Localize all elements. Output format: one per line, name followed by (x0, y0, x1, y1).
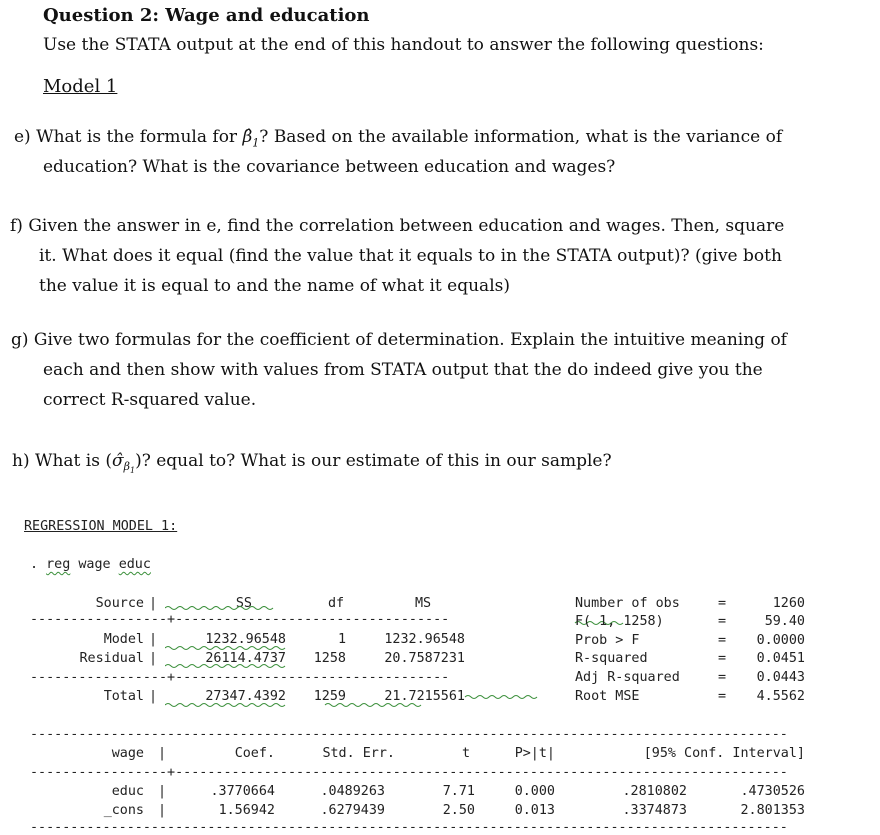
coef-row-cons-t: 2.50 (442, 803, 475, 818)
coef-header-coef: Coef. (234, 746, 275, 761)
stat-label-rsq: R-squared (575, 651, 648, 666)
question-g-line3: correct R-squared value. (43, 390, 257, 410)
anova-divider-mid: -----------------+---------------------------------- (30, 670, 450, 685)
coef-header-ci: [95% Conf. Interval] (643, 746, 805, 761)
stat-label-prob: Prob > F (575, 633, 640, 648)
coef-header-se: Std. Err. (322, 746, 395, 761)
stat-value-f: 59.40 (764, 614, 805, 629)
coef-header-t: t (461, 746, 470, 761)
coef-header-var: wage (111, 746, 144, 761)
question-g (11, 325, 787, 355)
anova-col-sep: | (149, 596, 158, 611)
anova-divider-top: -----------------+---------------------------------- (30, 612, 450, 627)
command-prefix: . (30, 557, 47, 572)
anova-col-sep: | (149, 651, 158, 666)
coef-row-cons-se: .6279439 (320, 803, 385, 818)
anova-row-model-ms: 1232.96548 (384, 632, 465, 647)
question-g-label: g) (11, 330, 29, 350)
coef-divider-bottom: ---------------------------------------------------------------------------------------------- (30, 820, 788, 835)
stat-label-f: F( 1, 1258) (575, 614, 664, 629)
anova-header-ss: SS (235, 596, 252, 611)
stat-value-obs: 1260 (772, 596, 805, 611)
anova-row-residual-source: Residual (79, 651, 144, 666)
question-e-line2: education? What is the covariance between education and wages? (43, 157, 616, 177)
stat-eq-prob: = (718, 633, 727, 648)
coef-divider-mid: -----------------+---------------------------------------------------------------------------- (30, 765, 788, 780)
question-f (10, 211, 784, 241)
stata-command (30, 557, 151, 572)
stat-eq-adjrsq: = (718, 670, 727, 685)
coef-row-educ-ci-lo: .2810802 (622, 784, 687, 799)
coef-row-educ-se: .0489263 (320, 784, 385, 799)
question-f-line3: the value it is equal to and the name of what it equals) (39, 276, 510, 296)
stat-value-rmse: 4.5562 (756, 689, 805, 704)
question-h-label: h) (12, 451, 30, 471)
coef-row-educ-ci-hi: .4730526 (740, 784, 805, 799)
coef-col-sep: | (158, 746, 167, 761)
anova-row-total-df: 1259 (313, 689, 346, 704)
anova-row-total-ms: 21.7215561 (384, 689, 465, 704)
coef-col-sep: | (158, 784, 167, 799)
anova-header-ms: MS (415, 596, 432, 611)
stat-value-rsq: 0.0451 (756, 651, 805, 666)
instruction-text: Use the STATA output at the end of this handout to answer the following questions: (43, 35, 764, 55)
question-h-line1-a: What is ( (35, 451, 112, 471)
stat-eq-rmse: = (718, 689, 727, 704)
model-heading: Model 1 (43, 76, 118, 97)
stat-eq-f: = (718, 614, 727, 629)
coef-row-cons-ci-hi: 2.801353 (740, 803, 805, 818)
anova-row-total-source: Total (103, 689, 144, 704)
question-title: Question 2: Wage and education (43, 5, 370, 26)
anova-row-model-ss: 1232.96548 (205, 632, 286, 647)
coef-row-educ-coef: .3770664 (210, 784, 275, 799)
anova-header-source: Source (95, 596, 144, 611)
coef-row-educ-var: educ (111, 784, 144, 799)
question-f-label: f) (10, 216, 23, 236)
anova-col-sep: | (149, 689, 158, 704)
question-e-label: e) (14, 127, 31, 147)
beta-1-hat-symbol: $\betâ_1$ (242, 127, 260, 150)
question-f-line1: Given the answer in e, find the correlation between education and wages. Then, square (28, 216, 785, 236)
command-educ: educ (118, 557, 151, 572)
stat-label-obs: Number of obs (575, 596, 680, 611)
command-reg: reg (46, 557, 71, 572)
anova-header-df: df (328, 596, 345, 611)
coef-row-cons-p: 0.013 (514, 803, 555, 818)
anova-row-residual-ss: 26114.4737 (205, 651, 286, 666)
sigma-beta-1-hat-symbol: $\sigmâ_{\beta_1}$ (112, 451, 136, 476)
coef-row-educ-t: 7.71 (442, 784, 475, 799)
anova-row-residual-df: 1258 (313, 651, 346, 666)
coef-row-cons-ci-lo: .3374873 (622, 803, 687, 818)
command-wage: wage (78, 557, 111, 572)
anova-row-residual-ms: 20.7587231 (384, 651, 465, 666)
question-f-line2: it. What does it equal (find the value that it equals to in the STATA output)? (give both (39, 246, 782, 266)
coef-row-cons-var: _cons (103, 803, 144, 818)
coef-header-p: P>|t| (514, 746, 555, 761)
anova-row-total-ss: 27347.4392 (205, 689, 286, 704)
coef-col-sep: | (158, 803, 167, 818)
coef-row-educ-p: 0.000 (514, 784, 555, 799)
stat-label-adjrsq: Adj R-squared (575, 670, 680, 685)
question-e-line1-a: What is the formula for (36, 127, 243, 147)
question-h-line1-b: )? equal to? What is our estimate of this in our sample? (135, 451, 612, 471)
question-g-line2: each and then show with values from STATA output that the do indeed give you the (43, 360, 763, 380)
anova-col-sep: | (149, 632, 158, 647)
coef-row-cons-coef: 1.56942 (218, 803, 275, 818)
stat-label-rmse: Root MSE (575, 689, 640, 704)
stat-eq-obs: = (718, 596, 727, 611)
question-g-line1: Give two formulas for the coefficient of determination. Explain the intuitive meaning of (33, 330, 787, 350)
stat-value-prob: 0.0000 (756, 633, 805, 648)
coef-divider-top: ---------------------------------------------------------------------------------------------- (30, 727, 788, 742)
stata-heading: REGRESSION MODEL 1: (24, 519, 178, 534)
spellcheck-underlines (165, 606, 625, 716)
question-e-line1-b: ? Based on the available information, what is the variance of (259, 127, 783, 147)
question-h (12, 446, 612, 487)
stat-value-adjrsq: 0.0443 (756, 670, 805, 685)
stat-eq-rsq: = (718, 651, 727, 666)
anova-row-model-source: Model (103, 632, 144, 647)
anova-row-model-df: 1 (337, 632, 346, 647)
